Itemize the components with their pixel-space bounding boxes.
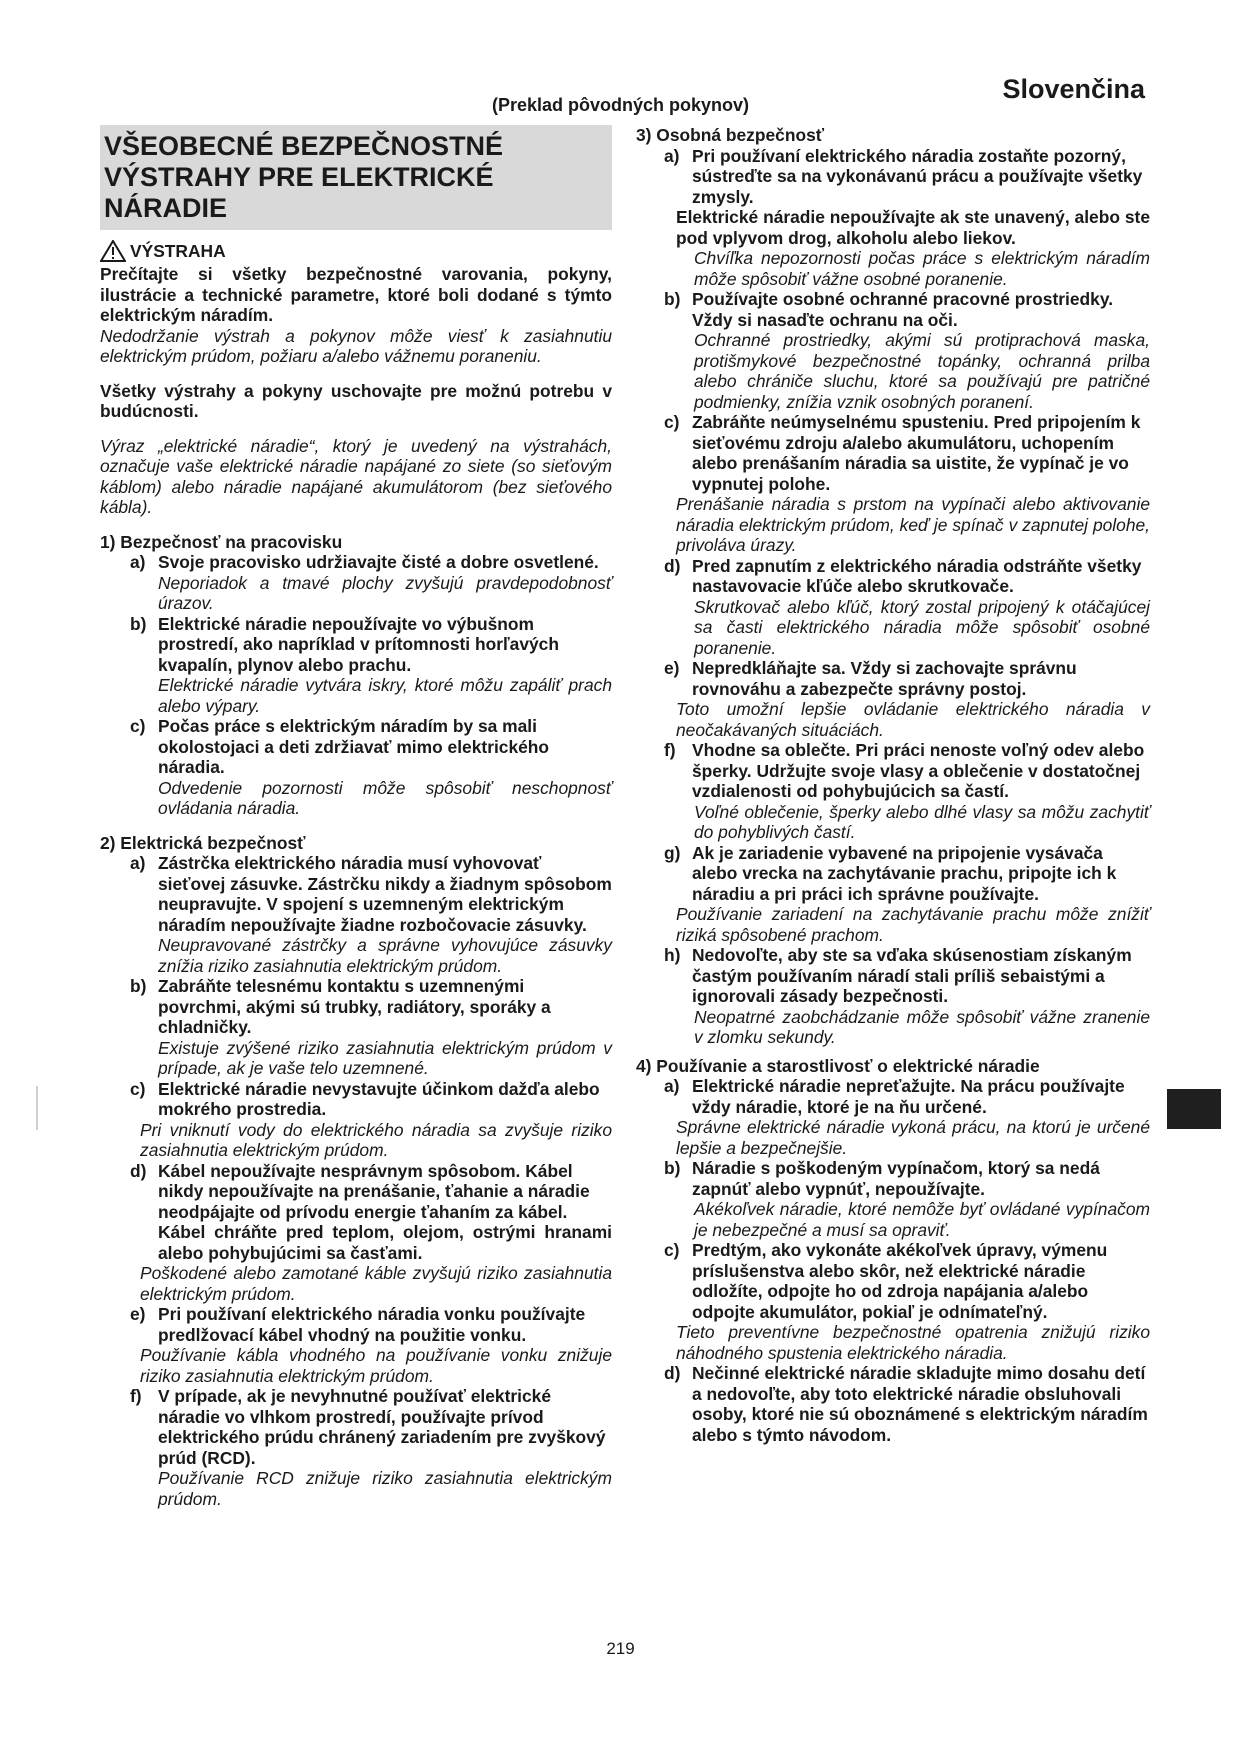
item-note: Pri vniknutí vody do elektrického náradia sa zvyšuje riziko zasiahnutia elektrickým prúdom.: [140, 1119, 612, 1160]
item-note: Neupravované zástrčky a správne vyhovujúce zásuvky znížia riziko zasiahnutia elektrickým prúdom.: [158, 935, 612, 976]
item-note: Ochranné prostriedky, akými sú protiprachová maska, protišmykové bezpečnostné topánky, ochranná prilba alebo chrániče sluchu, ktoré sa používajú pre patričné podmienky, znížia vznik osobných poranení.: [694, 330, 1150, 412]
section-tab: [1167, 1089, 1221, 1129]
item-note: Existuje zvýšené riziko zasiahnutia elektrickým prúdom v prípade, ak je vaše telo uzemnené.: [158, 1037, 612, 1078]
item-note: Neopatrné zaobchádzanie môže spôsobiť vážne zranenie v zlomku sekundy.: [694, 1006, 1150, 1047]
list-item: c) Počas práce s elektrickým náradím by sa mali okolostojaci a deti zdržiavať mimo elektrického náradia.: [130, 716, 550, 777]
list-item: b) Elektrické náradie nepoužívajte vo výbušnom prostredí, ako napríklad v prítomnosti horľavých kvapalín, plynov alebo prachu.: [130, 613, 559, 675]
list-item: a) Svoje pracovisko udržiavajte čisté a dobre osvetlené.: [130, 552, 599, 572]
item-note: Odvedenie pozornosti môže spôsobiť neschopnosť ovládania náradia.: [158, 777, 612, 818]
keep-instructions: Všetky výstrahy a pokyny uschovajte pre možnú potrebu v budúcnosti.: [100, 380, 612, 421]
item-note: Toto umožní lepšie ovládanie elektrického náradia v neočakávaných situáciách.: [676, 699, 1150, 740]
list-item: f) V prípade, ak je nevyhnutné používať elektrické náradie vo vlhkom prostredí, používajte prívod elektrického prúdu chránený zariadením pre zvyškový prúd (RCD).: [130, 1386, 606, 1468]
list-item: g) Ak je zariadenie vybavené na pripojenie vysávača alebo vrecka na zachytávanie prachu, pripojte ich k náradiu a pri práci ich správne používajte.: [664, 842, 1117, 904]
item-note: Používanie kábla vhodného na používanie vonku znižuje riziko zasiahnutia elektrickým prúdom.: [140, 1345, 612, 1386]
list-item: c) Elektrické náradie nevystavujte účinkom dažďa alebo mokrého prostredia.: [130, 1078, 600, 1119]
item-note: Používanie RCD znižuje riziko zasiahnutia elektrickým prúdom.: [158, 1468, 612, 1509]
list-item: d) Pred zapnutím z elektrického náradia odstráňte všetky nastavovacie kľúče alebo skrutkovače.: [664, 555, 1142, 596]
list-item: h) Nedovoľte, aby ste sa vďaka skúsenostiam získaným častým používaním náradí stali príliš sebaistými a ignorovali zásady bezpečnosti.: [664, 945, 1132, 1006]
list-item: b) Náradie s poškodeným vypínačom, ktorý sa nedá zapnúť alebo vypnúť, nepoužívajte.: [664, 1158, 1100, 1199]
page-title: VŠEOBECNÉ BEZPEČNOSTNÉ VÝSTRAHY PRE ELEKTRICKÉ NÁRADIE: [104, 131, 504, 223]
section-3-title: 3) Osobná bezpečnosť: [636, 125, 825, 145]
list-item: c) Predtým, ako vykonáte akékoľvek úpravy, výmenu príslušenstva alebo skôr, než elektrické náradie odložíte, odpojte ho od zdroja napájania a/alebo odpojte akumulátor, pokiaľ je odnímateľný.: [664, 1240, 1108, 1322]
item-note: Používanie zariadení na zachytávanie prachu môže znížiť riziká spôsobené prachom.: [676, 904, 1150, 945]
item-extra: Elektrické náradie nepoužívajte ak ste unavený, alebo ste pod vplyvom drog, alkoholu alebo liekov.: [676, 207, 1150, 248]
left-column: [100, 125, 612, 1509]
list-item: e) Pri používaní elektrického náradia vonku používajte predlžovací kábel vhodný na použitie vonku.: [130, 1304, 586, 1345]
list-item: a) Pri používaní elektrického náradia zostaňte pozorný, sústreďte sa na vykonávanú prácu a používajte všetky zmysly.: [664, 145, 1143, 207]
item-extra: Kábel chráňte pred teplom, olejom, ostrými hranami alebo pohybujúcimi sa časťami.: [158, 1222, 612, 1263]
list-item: d) Kábel nepoužívajte nesprávnym spôsobom. Kábel nikdy nepoužívajte na prenášanie, ťahanie a náradie neodpájajte od prívodu energie ťahaním za kábel.: [130, 1160, 590, 1222]
item-note: Voľné oblečenie, šperky alebo dlhé vlasy sa môžu zachytiť do pohyblivých častí.: [694, 801, 1150, 842]
item-note: Neporiadok a tmavé plochy zvyšujú pravdepodobnosť úrazov.: [158, 572, 612, 613]
right-column: [636, 125, 1150, 1445]
warning-triangle-icon: [100, 240, 126, 262]
item-note: Tieto preventívne bezpečnostné opatrenia znižujú riziko náhodného spustenia elektrického náradia.: [676, 1322, 1150, 1363]
item-note: Skrutkovač alebo kľúč, ktorý zostal pripojený k otáčajúcej sa časti elektrického náradia môže spôsobiť osobné poranenie.: [694, 596, 1150, 658]
item-note: Poškodené alebo zamotané káble zvyšujú riziko zasiahnutia elektrickým prúdom.: [140, 1263, 612, 1304]
list-item: f) Vhodne sa oblečte. Pri práci nenoste voľný odev alebo šperky. Udržujte svoje vlasy a oblečenie v dostatočnej vzdialenosti od pohybujúcich sa častí.: [664, 740, 1145, 801]
warning-label: VÝSTRAHA: [130, 240, 226, 261]
item-note: Akékoľvek náradie, ktoré nemôže byť ovládané vypínačom je nebezpečné a musí sa opraviť.: [694, 1199, 1150, 1240]
translation-subtitle: (Preklad pôvodných pokynov): [491, 95, 750, 115]
list-item: d) Nečinné elektrické náradie skladujte mimo dosahu detí a nedovoľte, aby toto elektrické náradie obsluhovali osoby, ktoré nie sú oboznámené s elektrickým náradím alebo s týmto návodom.: [664, 1363, 1148, 1445]
page-number: 219: [606, 1639, 635, 1658]
item-note: Chvíľka nepozornosti počas práce s elektrickým náradím môže spôsobiť vážne osobné poranenie.: [694, 248, 1150, 289]
list-item: a) Elektrické náradie nepreťažujte. Na prácu používajte vždy náradie, ktoré je na ňu určené.: [664, 1076, 1125, 1117]
language-heading: Slovenčina: [1002, 74, 1145, 104]
section-2-title: 2) Elektrická bezpečnosť: [100, 832, 306, 853]
warning-consequence: Nedodržanie výstrah a pokynov môže viesť k zasiahnutiu elektrickým prúdom, požiaru a/alebo vážnemu poraneniu.: [100, 325, 612, 366]
section-1-title: 1) Bezpečnosť na pracovisku: [100, 531, 343, 552]
item-note: Prenášanie náradia s prstom na vypínači alebo aktivovanie náradia elektrickým prúdom, keď je spínač v zapnutej polohe, privoláva úrazy.: [676, 494, 1150, 555]
list-item: a) Zástrčka elektrického náradia musí vyhovovať sieťovej zásuvke. Zástrčku nikdy a žiadnym spôsobom neupravujte. V spojení s uzemneným elektrickým náradím nepoužívajte žiadne rozbočovacie zásuvky.: [130, 853, 612, 935]
warning-heading: [100, 240, 612, 262]
list-item: c) Zabráňte neúmyselnému spusteniu. Pred pripojením k sieťovému zdroju a/alebo akumulátoru, uchopením alebo prenášaním náradia sa uistite, že vypínač je vo vypnutej polohe.: [664, 412, 1141, 494]
warning-text: Prečítajte si všetky bezpečnostné varovania, pokyny, ilustrácie a technické parametre, ktoré boli dodané s týmto elektrickým náradím.: [100, 264, 612, 325]
title-box: [100, 125, 612, 230]
list-item: b) Zabráňte telesnému kontaktu s uzemnenými povrchmi, akými sú trubky, radiátory, sporáky a chladničky.: [130, 976, 551, 1037]
item-note: Správne elektrické náradie vykoná prácu, na ktorú je určené lepšie a bezpečnejšie.: [676, 1117, 1150, 1158]
term-definition: Výraz „elektrické náradie“, ktorý je uvedený na výstrahách, označuje vaše elektrické náradie napájané zo siete (so sieťovým káblom) alebo náradie napájané akumulátorom (bez sieťového kábla).: [100, 435, 612, 517]
margin-mark: [36, 1086, 38, 1130]
list-item: b) Používajte osobné ochranné pracovné prostriedky. Vždy si nasaďte ochranu na oči.: [664, 289, 1114, 330]
item-note: Elektrické náradie vytvára iskry, ktoré môžu zapáliť prach alebo výpary.: [158, 675, 612, 716]
list-item: e) Nepredkláňajte sa. Vždy si zachovajte správnu rovnováhu a zabezpečte správny postoj.: [664, 658, 1077, 699]
section-4-title: 4) Používanie a starostlivosť o elektrické náradie: [636, 1055, 1040, 1076]
